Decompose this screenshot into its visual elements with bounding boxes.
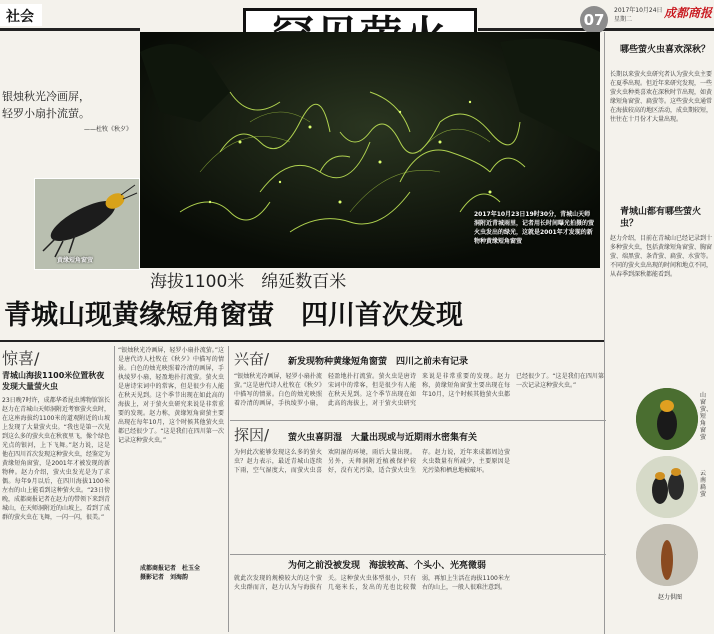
col-divider-1	[114, 346, 115, 632]
how-body: 就此次发现的规模较大的这个萤火虫群而言，赵力认为与海拔有关。这种萤火虫体型很小，只有几毫米长，发出的光也比较微弱，再加上生活在海拔1100米左右的山上，一般人很难注意到。	[234, 575, 510, 591]
section-body-jing: 23日晚7时许，成都华希昆虫博物馆馆长赵力在青城山天师洞附近考察萤火虫时，在这座海拔约1100米的道观附近的山坡上发现了大量萤火虫。“我也是第一次见到这么多的萤火虫在秋夜里飞，像个绿色光点的银河，上下飞舞。”赵力说，这是他在四川首次发现这种萤火虫，经鉴定为黄缘短角窗萤，是2001年才被发现的新物种。赵力介绍，萤火虫发光是为了求偶。每年9月以后，在四川海拔1100米左右的山上能看到这种萤火虫。“23日傍晚，成都商报记者在赵力的带领下来到青城山，在天师洞附近的山坡上，看到了成群的萤火虫在飞舞，一闪一闪，很美。”	[2, 397, 110, 521]
section-name: 社会	[6, 9, 34, 25]
tan-body: 为何此次能够发现这么多的萤火虫？赵力表示，最近青城山连续下雨，空气湿度大，而萤火虫喜欢阴湿的环境，雨后大量出现。另外，天师洞附近植被保护较好，没有光污染，适合萤火虫生存。赵力说，近年来成都周边萤火虫数量有所减少，主要原因是光污染和栖息地被破坏。	[234, 449, 510, 474]
header-rule	[0, 28, 140, 31]
section-lead-jing: 青城山海拔1100米位置秋夜发现大量萤火虫	[2, 371, 105, 391]
section-body-wen: “银烛秋光冷画屏，轻罗小扇扑流萤。”这是唐代诗人杜牧在《秋夕》中描写的情景。白色的烛光映照着冷清的画屏，手执绫罗小扇，轻盈地扑打流萤。萤火虫是唐诗宋词中的常客，但是很少有人能在秋天见到。这个季节出现在如此高的海拔上，对于萤火虫研究来说是非常重要的发现。赵力称，黄缘短角窗萤主要出现在每年10月，这个时候其他萤火虫都已经很少了。“这是我们在四川第一次记录这种萤火虫。”	[118, 347, 224, 444]
section-body-how	[234, 574, 604, 634]
sidebar-divider	[604, 32, 605, 634]
page-number-badge	[580, 6, 608, 34]
headline: 青城山现黄缘短角窗萤 四川首次发现	[4, 300, 463, 331]
sidebar-image-1	[636, 388, 698, 450]
poem-credit: ——杜牧《秋夕》	[83, 126, 132, 133]
section-label-wen: 兴奋/	[234, 350, 270, 368]
issue-date: 2017年10月24日	[614, 7, 663, 14]
sidebar-caption-1: 山窗萤、短角窗萤	[700, 392, 713, 441]
photographer-credit: 摄影记者 刘海韵	[140, 574, 189, 581]
section-rule-1	[230, 420, 606, 421]
credit-block	[140, 564, 230, 582]
section-label-tan: 探因/	[234, 426, 270, 444]
photo-caption: 2017年10月23日19时30分，青城山天师洞附近青城雨里，记者用长时间曝光拍摄的萤火虫发出的绿光，这就是2001年才发现的新物种黄缘短角窗萤	[474, 211, 595, 245]
section-heading-tan: 萤火虫喜阴湿 大量出现或与近期雨水密集有关	[288, 433, 478, 443]
section-heading-how: 为何之前没被发现 海拔较高、个头小、光亮微弱	[288, 561, 487, 571]
sidebar-answer-2: 赵力介绍，目前在青城山已经记录到十多种萤火虫，包括黄缘短角窗萤、胸窗萤、端黑萤、条背萤、扁萤、水萤等。不同的萤火虫出现的时间和地点不同，从春季到深秋都能看到。	[610, 235, 712, 278]
wen-body-repeat: “银烛秋光冷画屏，轻罗小扇扑流萤。”这是唐代诗人杜牧在《秋夕》中描写的情景。白色的烛光映照着冷清的画屏，手执绫罗小扇，轻盈地扑打流萤。萤火虫是唐诗宋词中的常客，但是很少有人能在秋天见到。这个季节出现在如此高的海拔上，对于萤火虫研究来说是非常重要的发现。赵力称，黄缘短角窗萤主要出现在每年10月，这个时候其他萤火虫都已经很少了。“这是我们在四川第一次记录这种萤火虫。”	[234, 373, 604, 407]
subhead: 海拔1100米 绵延数百米	[150, 272, 347, 292]
inset-caption: 黄缘短角窗萤	[57, 257, 94, 264]
sidebar-image-2	[636, 456, 698, 518]
sidebar-caption-3: 赵力供图	[657, 594, 682, 601]
beetle-icon-2	[636, 456, 698, 518]
section-tab	[0, 4, 42, 26]
reporter-credit: 成都商报记者 杜玉全	[140, 565, 201, 572]
section-body-tan	[234, 448, 604, 552]
section-label-jing: 惊喜/	[2, 349, 40, 368]
paper-logo: 成都商报	[664, 6, 713, 20]
sidebar-caption-2: 云南扁萤	[700, 470, 707, 498]
sidebar-image-3	[636, 524, 698, 586]
sidebar-question-2: 青城山都有哪些萤火虫？	[620, 207, 702, 229]
sidebar-answer-1: 长期以来萤火虫研究者认为萤火虫主要在夏季出现。但近年来研究发现，一些萤火虫种类喜欢在深秋时节出现，如黄缘短角窗萤、扁萤等。这些萤火虫通常在海拔较高的地区活动，成虫期较短，往往在十月份才大量出现。	[610, 71, 712, 123]
larva-icon	[636, 524, 698, 586]
headline-rule	[0, 340, 604, 342]
poem-line-2: 轻罗小扇扑流萤。	[2, 107, 90, 120]
section-rule-2	[230, 554, 606, 555]
inset-photo	[34, 178, 140, 270]
poem-line-1: 银烛秋光冷画屏，	[2, 90, 90, 103]
date-block	[614, 6, 666, 24]
sidebar-question-1: 哪些萤火虫喜欢深秋？	[620, 45, 711, 55]
page-number: 07	[583, 11, 605, 29]
main-photo	[140, 32, 600, 268]
poem-block	[2, 88, 132, 133]
beetle-icon	[636, 388, 698, 450]
section-heading-wen: 新发现物种黄缘短角窗萤 四川之前未有记录	[288, 357, 469, 367]
issue-weekday: 星期二	[614, 16, 633, 23]
section-wen-extra	[234, 372, 604, 418]
col-divider-2	[228, 346, 229, 632]
